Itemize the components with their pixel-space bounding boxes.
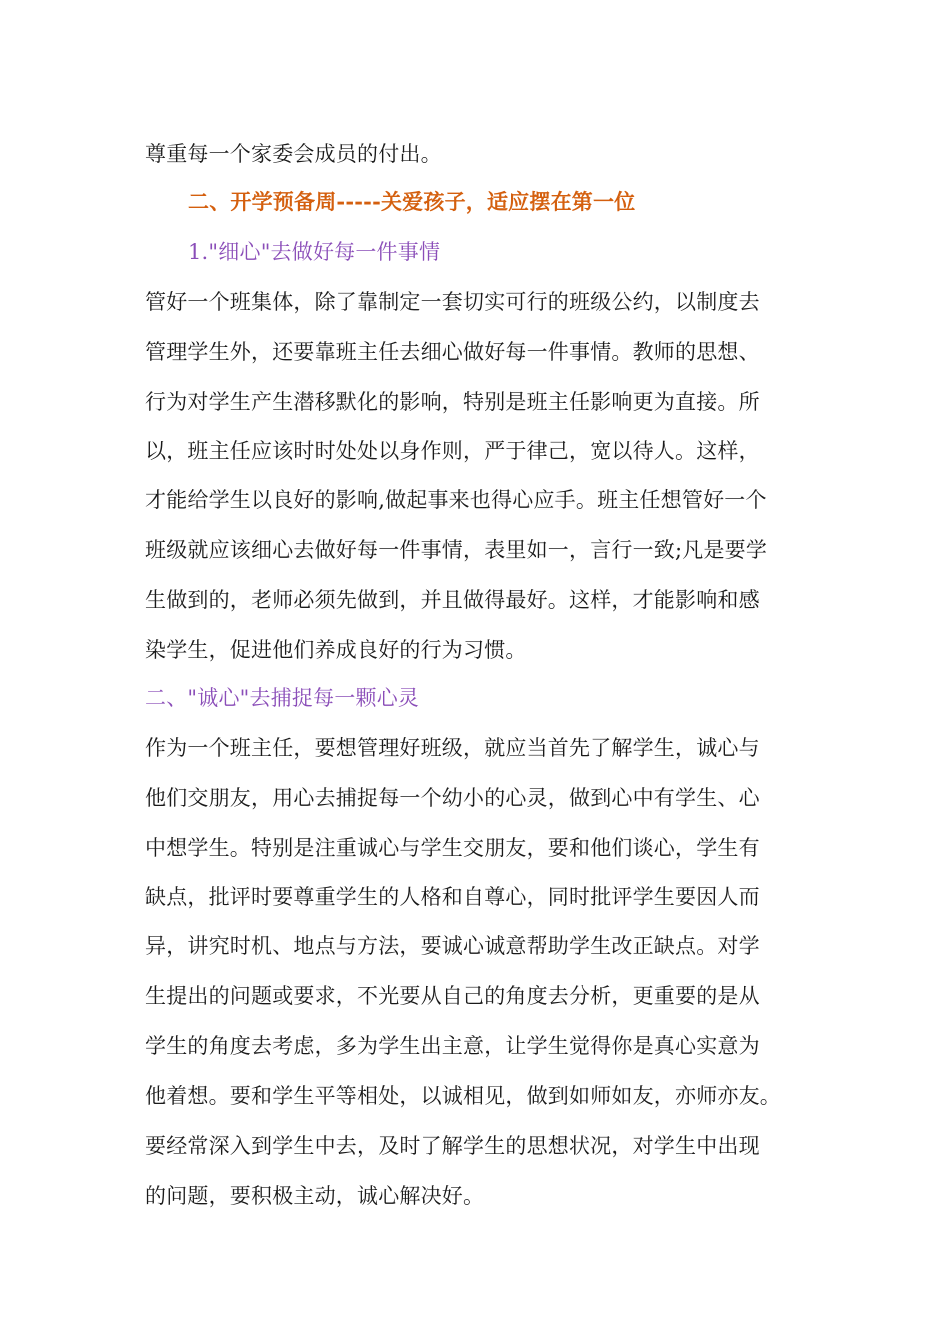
paragraph-line: 缺点，批评时要尊重学生的人格和自尊心，同时批评学生要因人而 xyxy=(145,885,760,909)
paragraph-line: 学生的角度去考虑，多为学生出主意，让学生觉得你是真心实意为 xyxy=(145,1034,760,1058)
paragraph-line: 作为一个班主任，要想管理好班级，就应当首先了解学生，诚心与 xyxy=(145,736,760,760)
paragraph-line: 要经常深入到学生中去，及时了解学生的思想状况，对学生中出现 xyxy=(145,1134,760,1158)
paragraph-line: 他们交朋友，用心去捕捉每一个幼小的心灵，做到心中有学生、心 xyxy=(145,786,760,810)
paragraph-line: 以，班主任应该时时处处以身作则，严于律己，宽以待人。这样， xyxy=(145,439,760,463)
paragraph-line: 管好一个班集体，除了靠制定一套切实可行的班级公约，以制度去 xyxy=(145,290,760,314)
paragraph-line: 的问题，要积极主动，诚心解决好。 xyxy=(145,1184,485,1208)
paragraph-line: 行为对学生产生潜移默化的影响，特别是班主任影响更为直接。所 xyxy=(145,390,760,414)
paragraph-line: 管理学生外，还要靠班主任去细心做好每一件事情。教师的思想、 xyxy=(145,340,760,364)
paragraph-line: 班级就应该细心去做好每一件事情，表里如一，言行一致;凡是要学 xyxy=(145,538,768,562)
paragraph-line: 染学生，促进他们养成良好的行为习惯。 xyxy=(145,638,527,662)
paragraph-line: 生提出的问题或要求，不光要从自己的角度去分析，更重要的是从 xyxy=(145,984,760,1008)
paragraph-line: 才能给学生以良好的影响,做起事来也得心应手。班主任想管好一个 xyxy=(145,488,767,512)
subsection-heading: 二、"诚心"去捕捉每一颗心灵 xyxy=(145,686,420,710)
subsection-heading: 1."细心"去做好每一件事情 xyxy=(188,240,441,264)
section-heading: 二、开学预备周-----关爱孩子，适应摆在第一位 xyxy=(188,189,636,214)
paragraph-line: 他着想。要和学生平等相处，以诚相见，做到如师如友，亦师亦友。 xyxy=(145,1084,781,1108)
paragraph-line: 生做到的，老师必须先做到，并且做得最好。这样，才能影响和感 xyxy=(145,588,760,612)
paragraph-line: 尊重每一个家委会成员的付出。 xyxy=(145,142,442,166)
paragraph-line: 异，讲究时机、地点与方法，要诚心诚意帮助学生改正缺点。对学 xyxy=(145,934,760,958)
paragraph-line: 中想学生。特别是注重诚心与学生交朋友，要和他们谈心，学生有 xyxy=(145,836,760,860)
